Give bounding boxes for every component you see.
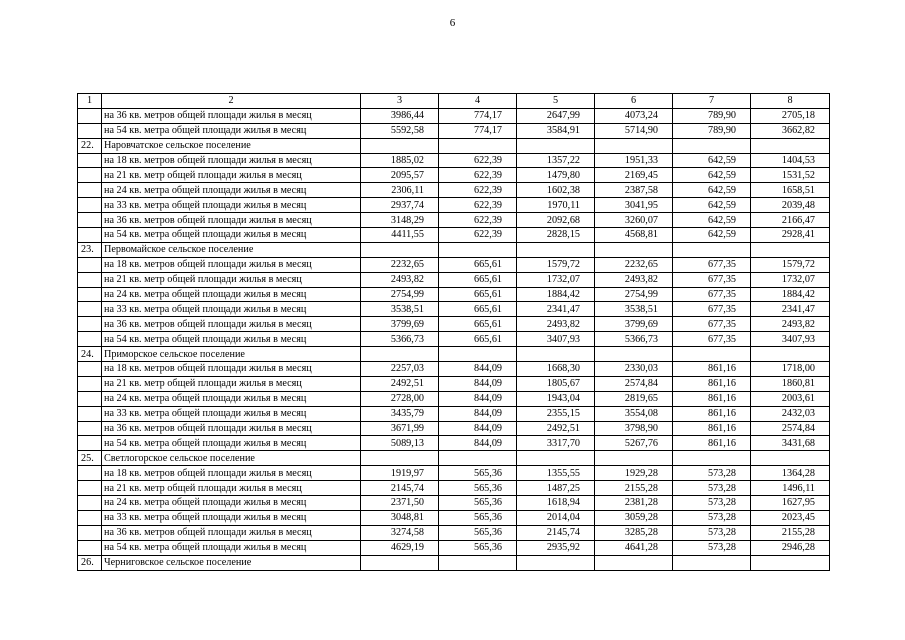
empty-cell bbox=[595, 555, 673, 570]
empty-cell bbox=[673, 138, 751, 153]
empty-cell bbox=[78, 183, 102, 198]
table-row bbox=[78, 153, 830, 168]
empty-cell bbox=[361, 138, 439, 153]
table-row bbox=[78, 525, 830, 540]
value-cell: 3538,51 bbox=[361, 302, 439, 317]
value-cell: 565,36 bbox=[439, 510, 517, 525]
value-cell: 3285,28 bbox=[595, 525, 673, 540]
column-header: 4 bbox=[439, 94, 517, 109]
empty-cell bbox=[78, 302, 102, 317]
value-cell: 861,16 bbox=[673, 436, 751, 451]
table-row bbox=[78, 421, 830, 436]
value-cell: 665,61 bbox=[439, 317, 517, 332]
table-row bbox=[78, 496, 830, 511]
empty-cell bbox=[78, 317, 102, 332]
row-label: на 36 кв. метров общей площади жилья в месяц bbox=[102, 213, 361, 228]
table-row bbox=[78, 376, 830, 391]
row-label: на 18 кв. метров общей площади жилья в месяц bbox=[102, 153, 361, 168]
value-cell: 2381,28 bbox=[595, 496, 673, 511]
value-cell: 774,17 bbox=[439, 123, 517, 138]
value-cell: 2257,03 bbox=[361, 362, 439, 377]
empty-cell bbox=[78, 272, 102, 287]
empty-cell bbox=[439, 347, 517, 362]
empty-cell bbox=[751, 347, 830, 362]
value-cell: 1579,72 bbox=[517, 257, 595, 272]
table-row bbox=[78, 466, 830, 481]
value-cell: 1919,97 bbox=[361, 466, 439, 481]
empty-cell bbox=[361, 242, 439, 257]
value-cell: 2003,61 bbox=[751, 391, 830, 406]
table-row bbox=[78, 213, 830, 228]
row-label: на 24 кв. метра общей площади жилья в месяц bbox=[102, 496, 361, 511]
section-title: Первомайское сельское поселение bbox=[102, 242, 361, 257]
section-row bbox=[78, 242, 830, 257]
value-cell: 2432,03 bbox=[751, 406, 830, 421]
value-cell: 1404,53 bbox=[751, 153, 830, 168]
value-cell: 665,61 bbox=[439, 272, 517, 287]
row-label: на 18 кв. метров общей площади жилья в месяц bbox=[102, 257, 361, 272]
value-cell: 4073,24 bbox=[595, 108, 673, 123]
row-label: на 36 кв. метров общей площади жилья в месяц bbox=[102, 317, 361, 332]
empty-cell bbox=[78, 198, 102, 213]
value-cell: 3407,93 bbox=[751, 332, 830, 347]
value-cell: 861,16 bbox=[673, 421, 751, 436]
value-cell: 2355,15 bbox=[517, 406, 595, 421]
empty-cell bbox=[78, 406, 102, 421]
value-cell: 642,59 bbox=[673, 183, 751, 198]
value-cell: 573,28 bbox=[673, 540, 751, 555]
empty-cell bbox=[78, 466, 102, 481]
table-row bbox=[78, 108, 830, 123]
value-cell: 3041,95 bbox=[595, 198, 673, 213]
value-cell: 3148,29 bbox=[361, 213, 439, 228]
table-row bbox=[78, 362, 830, 377]
empty-cell bbox=[78, 213, 102, 228]
column-header: 7 bbox=[673, 94, 751, 109]
value-cell: 789,90 bbox=[673, 108, 751, 123]
value-cell: 1602,38 bbox=[517, 183, 595, 198]
value-cell: 642,59 bbox=[673, 168, 751, 183]
empty-cell bbox=[673, 347, 751, 362]
value-cell: 2493,82 bbox=[361, 272, 439, 287]
empty-cell bbox=[78, 525, 102, 540]
table-row bbox=[78, 168, 830, 183]
value-cell: 642,59 bbox=[673, 198, 751, 213]
empty-cell bbox=[673, 555, 751, 570]
value-cell: 3048,81 bbox=[361, 510, 439, 525]
empty-cell bbox=[751, 451, 830, 466]
row-label: на 21 кв. метр общей площади жилья в месяц bbox=[102, 168, 361, 183]
empty-cell bbox=[78, 287, 102, 302]
value-cell: 2492,51 bbox=[361, 376, 439, 391]
value-cell: 5592,58 bbox=[361, 123, 439, 138]
empty-cell bbox=[595, 451, 673, 466]
value-cell: 1805,67 bbox=[517, 376, 595, 391]
empty-cell bbox=[78, 108, 102, 123]
section-row bbox=[78, 347, 830, 362]
table-row bbox=[78, 183, 830, 198]
empty-cell bbox=[78, 228, 102, 243]
table-row bbox=[78, 257, 830, 272]
value-cell: 5714,90 bbox=[595, 123, 673, 138]
value-cell: 622,39 bbox=[439, 153, 517, 168]
table-row bbox=[78, 302, 830, 317]
value-cell: 2092,68 bbox=[517, 213, 595, 228]
value-cell: 2371,50 bbox=[361, 496, 439, 511]
value-cell: 2574,84 bbox=[595, 376, 673, 391]
section-row bbox=[78, 555, 830, 570]
row-label: на 33 кв. метра общей площади жилья в месяц bbox=[102, 198, 361, 213]
value-cell: 3260,07 bbox=[595, 213, 673, 228]
empty-cell bbox=[361, 451, 439, 466]
row-label: на 33 кв. метра общей площади жилья в месяц bbox=[102, 302, 361, 317]
value-cell: 1732,07 bbox=[751, 272, 830, 287]
value-cell: 573,28 bbox=[673, 510, 751, 525]
table-row bbox=[78, 198, 830, 213]
value-cell: 2145,74 bbox=[361, 481, 439, 496]
value-cell: 2387,58 bbox=[595, 183, 673, 198]
value-cell: 2819,65 bbox=[595, 391, 673, 406]
value-cell: 789,90 bbox=[673, 123, 751, 138]
value-cell: 665,61 bbox=[439, 257, 517, 272]
row-label: на 54 кв. метра общей площади жилья в месяц bbox=[102, 436, 361, 451]
value-cell: 565,36 bbox=[439, 466, 517, 481]
value-cell: 565,36 bbox=[439, 525, 517, 540]
value-cell: 844,09 bbox=[439, 362, 517, 377]
value-cell: 642,59 bbox=[673, 213, 751, 228]
empty-cell bbox=[78, 332, 102, 347]
section-title: Черниговское сельское поселение bbox=[102, 555, 361, 570]
column-header: 5 bbox=[517, 94, 595, 109]
table-row bbox=[78, 272, 830, 287]
empty-cell bbox=[439, 451, 517, 466]
value-cell: 1970,11 bbox=[517, 198, 595, 213]
value-cell: 573,28 bbox=[673, 466, 751, 481]
value-cell: 1929,28 bbox=[595, 466, 673, 481]
row-label: на 33 кв. метра общей площади жилья в месяц bbox=[102, 510, 361, 525]
value-cell: 2023,45 bbox=[751, 510, 830, 525]
value-cell: 677,35 bbox=[673, 257, 751, 272]
value-cell: 844,09 bbox=[439, 436, 517, 451]
empty-cell bbox=[595, 138, 673, 153]
value-cell: 2754,99 bbox=[361, 287, 439, 302]
empty-cell bbox=[751, 138, 830, 153]
value-cell: 2145,74 bbox=[517, 525, 595, 540]
empty-cell bbox=[673, 451, 751, 466]
value-cell: 1531,52 bbox=[751, 168, 830, 183]
empty-cell bbox=[517, 138, 595, 153]
section-number: 22. bbox=[78, 138, 102, 153]
value-cell: 622,39 bbox=[439, 183, 517, 198]
empty-cell bbox=[78, 168, 102, 183]
value-cell: 2232,65 bbox=[361, 257, 439, 272]
row-label: на 54 кв. метра общей площади жилья в месяц bbox=[102, 123, 361, 138]
value-cell: 861,16 bbox=[673, 376, 751, 391]
empty-cell bbox=[439, 555, 517, 570]
section-row bbox=[78, 138, 830, 153]
value-cell: 2306,11 bbox=[361, 183, 439, 198]
empty-cell bbox=[78, 510, 102, 525]
value-cell: 3798,90 bbox=[595, 421, 673, 436]
value-cell: 2928,41 bbox=[751, 228, 830, 243]
value-cell: 642,59 bbox=[673, 153, 751, 168]
value-cell: 2232,65 bbox=[595, 257, 673, 272]
empty-cell bbox=[439, 242, 517, 257]
empty-cell bbox=[78, 362, 102, 377]
value-cell: 677,35 bbox=[673, 317, 751, 332]
value-cell: 2946,28 bbox=[751, 540, 830, 555]
value-cell: 774,17 bbox=[439, 108, 517, 123]
empty-cell bbox=[78, 376, 102, 391]
row-label: на 18 кв. метров общей площади жилья в месяц bbox=[102, 362, 361, 377]
column-header: 2 bbox=[102, 94, 361, 109]
row-label: на 54 кв. метра общей площади жилья в месяц bbox=[102, 228, 361, 243]
value-cell: 565,36 bbox=[439, 481, 517, 496]
value-cell: 5089,13 bbox=[361, 436, 439, 451]
value-cell: 2574,84 bbox=[751, 421, 830, 436]
value-cell: 2705,18 bbox=[751, 108, 830, 123]
value-cell: 3554,08 bbox=[595, 406, 673, 421]
value-cell: 2493,82 bbox=[595, 272, 673, 287]
empty-cell bbox=[78, 436, 102, 451]
value-cell: 1884,42 bbox=[751, 287, 830, 302]
value-cell: 861,16 bbox=[673, 391, 751, 406]
value-cell: 2155,28 bbox=[595, 481, 673, 496]
value-cell: 573,28 bbox=[673, 481, 751, 496]
value-cell: 5366,73 bbox=[595, 332, 673, 347]
value-cell: 1496,11 bbox=[751, 481, 830, 496]
value-cell: 5267,76 bbox=[595, 436, 673, 451]
value-cell: 677,35 bbox=[673, 332, 751, 347]
value-cell: 3584,91 bbox=[517, 123, 595, 138]
value-cell: 1364,28 bbox=[751, 466, 830, 481]
value-cell: 3538,51 bbox=[595, 302, 673, 317]
value-cell: 2937,74 bbox=[361, 198, 439, 213]
header-row bbox=[78, 94, 830, 109]
value-cell: 622,39 bbox=[439, 168, 517, 183]
value-cell: 1860,81 bbox=[751, 376, 830, 391]
row-label: на 21 кв. метр общей площади жилья в месяц bbox=[102, 272, 361, 287]
row-label: на 21 кв. метр общей площади жилья в месяц bbox=[102, 481, 361, 496]
column-header: 1 bbox=[78, 94, 102, 109]
value-cell: 2647,99 bbox=[517, 108, 595, 123]
empty-cell bbox=[361, 347, 439, 362]
empty-cell bbox=[78, 496, 102, 511]
row-label: на 24 кв. метра общей площади жилья в месяц bbox=[102, 183, 361, 198]
section-number: 25. bbox=[78, 451, 102, 466]
value-cell: 573,28 bbox=[673, 525, 751, 540]
value-cell: 1579,72 bbox=[751, 257, 830, 272]
value-cell: 2166,47 bbox=[751, 213, 830, 228]
row-label: на 24 кв. метра общей площади жилья в месяц bbox=[102, 391, 361, 406]
empty-cell bbox=[517, 555, 595, 570]
value-cell: 3431,68 bbox=[751, 436, 830, 451]
value-cell: 677,35 bbox=[673, 272, 751, 287]
empty-cell bbox=[78, 481, 102, 496]
value-cell: 1943,04 bbox=[517, 391, 595, 406]
value-cell: 1357,22 bbox=[517, 153, 595, 168]
table-row bbox=[78, 540, 830, 555]
table-row bbox=[78, 332, 830, 347]
value-cell: 642,59 bbox=[673, 228, 751, 243]
value-cell: 665,61 bbox=[439, 302, 517, 317]
value-cell: 2095,57 bbox=[361, 168, 439, 183]
value-cell: 2039,48 bbox=[751, 198, 830, 213]
value-cell: 844,09 bbox=[439, 421, 517, 436]
value-cell: 622,39 bbox=[439, 228, 517, 243]
section-title: Светлогорское сельское поселение bbox=[102, 451, 361, 466]
section-title: Наровчатское сельское поселение bbox=[102, 138, 361, 153]
value-cell: 3059,28 bbox=[595, 510, 673, 525]
value-cell: 1718,00 bbox=[751, 362, 830, 377]
empty-cell bbox=[517, 242, 595, 257]
empty-cell bbox=[595, 242, 673, 257]
value-cell: 565,36 bbox=[439, 496, 517, 511]
table-row bbox=[78, 510, 830, 525]
empty-cell bbox=[361, 555, 439, 570]
value-cell: 5366,73 bbox=[361, 332, 439, 347]
section-number: 23. bbox=[78, 242, 102, 257]
value-cell: 1884,42 bbox=[517, 287, 595, 302]
value-cell: 4568,81 bbox=[595, 228, 673, 243]
section-title: Приморское сельское поселение bbox=[102, 347, 361, 362]
value-cell: 2169,45 bbox=[595, 168, 673, 183]
value-cell: 844,09 bbox=[439, 406, 517, 421]
table-row bbox=[78, 406, 830, 421]
value-cell: 4641,28 bbox=[595, 540, 673, 555]
value-cell: 3799,69 bbox=[361, 317, 439, 332]
value-cell: 3671,99 bbox=[361, 421, 439, 436]
section-row bbox=[78, 451, 830, 466]
row-label: на 21 кв. метр общей площади жилья в месяц bbox=[102, 376, 361, 391]
value-cell: 1668,30 bbox=[517, 362, 595, 377]
value-cell: 677,35 bbox=[673, 287, 751, 302]
value-cell: 2728,00 bbox=[361, 391, 439, 406]
value-cell: 565,36 bbox=[439, 540, 517, 555]
value-cell: 677,35 bbox=[673, 302, 751, 317]
row-label: на 24 кв. метра общей площади жилья в месяц bbox=[102, 287, 361, 302]
value-cell: 2014,04 bbox=[517, 510, 595, 525]
value-cell: 2935,92 bbox=[517, 540, 595, 555]
page-number: 6 bbox=[449, 17, 456, 29]
value-cell: 861,16 bbox=[673, 362, 751, 377]
value-cell: 2330,03 bbox=[595, 362, 673, 377]
row-label: на 36 кв. метров общей площади жилья в месяц bbox=[102, 525, 361, 540]
value-cell: 1658,51 bbox=[751, 183, 830, 198]
value-cell: 3274,58 bbox=[361, 525, 439, 540]
row-label: на 54 кв. метра общей площади жилья в месяц bbox=[102, 540, 361, 555]
column-header: 6 bbox=[595, 94, 673, 109]
value-cell: 2493,82 bbox=[517, 317, 595, 332]
value-cell: 3986,44 bbox=[361, 108, 439, 123]
value-cell: 573,28 bbox=[673, 496, 751, 511]
row-label: на 33 кв. метра общей площади жилья в месяц bbox=[102, 406, 361, 421]
empty-cell bbox=[751, 242, 830, 257]
value-cell: 1355,55 bbox=[517, 466, 595, 481]
empty-cell bbox=[751, 555, 830, 570]
value-cell: 1885,02 bbox=[361, 153, 439, 168]
value-cell: 844,09 bbox=[439, 376, 517, 391]
empty-cell bbox=[517, 347, 595, 362]
value-cell: 2155,28 bbox=[751, 525, 830, 540]
value-cell: 622,39 bbox=[439, 198, 517, 213]
table-row bbox=[78, 123, 830, 138]
value-cell: 2341,47 bbox=[751, 302, 830, 317]
value-cell: 2828,15 bbox=[517, 228, 595, 243]
empty-cell bbox=[78, 257, 102, 272]
table-row bbox=[78, 436, 830, 451]
row-label: на 18 кв. метров общей площади жилья в месяц bbox=[102, 466, 361, 481]
value-cell: 4629,19 bbox=[361, 540, 439, 555]
empty-cell bbox=[595, 347, 673, 362]
value-cell: 3799,69 bbox=[595, 317, 673, 332]
empty-cell bbox=[78, 123, 102, 138]
value-cell: 2492,51 bbox=[517, 421, 595, 436]
empty-cell bbox=[78, 421, 102, 436]
empty-cell bbox=[78, 391, 102, 406]
value-cell: 4411,55 bbox=[361, 228, 439, 243]
value-cell: 3407,93 bbox=[517, 332, 595, 347]
empty-cell bbox=[439, 138, 517, 153]
empty-cell bbox=[78, 540, 102, 555]
value-cell: 1487,25 bbox=[517, 481, 595, 496]
tariff-table bbox=[77, 93, 830, 571]
value-cell: 3435,79 bbox=[361, 406, 439, 421]
value-cell: 1618,94 bbox=[517, 496, 595, 511]
value-cell: 1479,80 bbox=[517, 168, 595, 183]
value-cell: 2754,99 bbox=[595, 287, 673, 302]
value-cell: 861,16 bbox=[673, 406, 751, 421]
value-cell: 2341,47 bbox=[517, 302, 595, 317]
value-cell: 1627,95 bbox=[751, 496, 830, 511]
value-cell: 3662,82 bbox=[751, 123, 830, 138]
empty-cell bbox=[78, 153, 102, 168]
value-cell: 3317,70 bbox=[517, 436, 595, 451]
value-cell: 665,61 bbox=[439, 332, 517, 347]
column-header: 8 bbox=[751, 94, 830, 109]
value-cell: 1732,07 bbox=[517, 272, 595, 287]
table-row bbox=[78, 317, 830, 332]
table-row bbox=[78, 481, 830, 496]
value-cell: 844,09 bbox=[439, 391, 517, 406]
section-number: 24. bbox=[78, 347, 102, 362]
row-label: на 36 кв. метров общей площади жилья в месяц bbox=[102, 108, 361, 123]
value-cell: 2493,82 bbox=[751, 317, 830, 332]
empty-cell bbox=[673, 242, 751, 257]
empty-cell bbox=[517, 451, 595, 466]
value-cell: 622,39 bbox=[439, 213, 517, 228]
table-row bbox=[78, 228, 830, 243]
row-label: на 54 кв. метра общей площади жилья в месяц bbox=[102, 332, 361, 347]
value-cell: 665,61 bbox=[439, 287, 517, 302]
row-label: на 36 кв. метров общей площади жилья в месяц bbox=[102, 421, 361, 436]
table-row bbox=[78, 287, 830, 302]
value-cell: 1951,33 bbox=[595, 153, 673, 168]
table-row bbox=[78, 391, 830, 406]
section-number: 26. bbox=[78, 555, 102, 570]
column-header: 3 bbox=[361, 94, 439, 109]
